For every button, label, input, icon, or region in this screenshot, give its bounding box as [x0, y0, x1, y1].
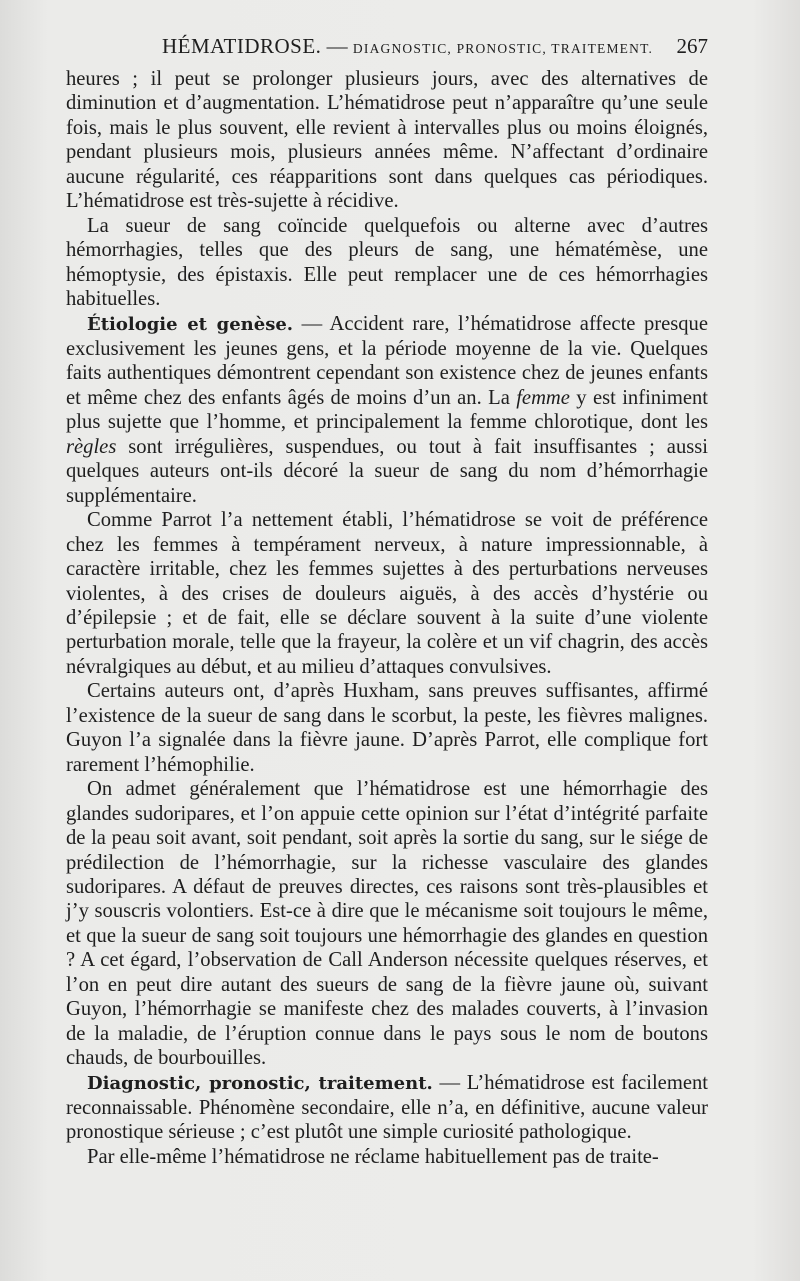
page-number: 267	[676, 34, 708, 58]
header-dash: —	[326, 34, 348, 58]
header-main-title: HÉMATIDROSE.	[162, 34, 322, 58]
paragraph-huxham: Certains auteurs ont, d’après Huxham, sans preuves suffisantes, affirmé l’existence de la sueur de sang dans le scorbut, la peste, les fièvres malignes. Guyon l’a signalée dans la fièvre jaune. D’après Parrot, elle complique fort rarement l’hémophilie.	[66, 680, 708, 776]
paragraph-diagnosis	[66, 1071, 708, 1145]
paragraph-sweat-glands: On admet généralement que l’hématidrose est une hémorrhagie des glandes sudoripares, et l’on appuie cette opinion sur l’état d’intégrité parfaite de la peau soit avant, soit pendant, soit après la sortie du sang, sur le siége de prédilection de l’hémorrhagie, sur la richesse vasculaire des glandes sudoripares. A défaut de preuves directes, ces raisons sont très-plausibles et j’y souscris volontiers. Est-ce à dire que le mécanisme soit toujours le même, et que la sueur de sang soit toujours une hémorrhagie des glandes en question ? A cet égard, l’observation de Call Anderson nécessite quelques réserves, et l’on en peut dire autant des sueurs de sang de la fièvre jaune où, suivant Guyon, l’hémorrhagie se manifeste chez des malades couverts, à l’invasion de la maladie, de l’éruption connue dans le pays sous le nom de boutons chauds, de bourbouilles.	[66, 778, 708, 1070]
section-heading-etiology: Étiologie et genèse.	[87, 313, 294, 335]
section-heading-diagnosis: Diagnostic, pronostic, traitement.	[87, 1072, 433, 1094]
paragraph-etiology	[66, 312, 708, 509]
emphasis-femme: femme	[516, 386, 570, 409]
running-header	[70, 34, 708, 60]
paragraph-text: — Accident rare, l’hématidrose affecte presque exclusivement les jeunes gens, et la période moyenne de la vie. Quelques faits authentiques démontrent cependant son existence chez de jeunes enfants et même chez des enfants âgés de moins d’un an. La	[66, 312, 708, 409]
paragraph-text: sont irrégulières, suspendues, ou tout à fait insuffisantes ; aussi quelques auteurs ont-ils décoré la sueur de sang du nom d’hémorrhagie supplémentaire.	[66, 435, 708, 507]
emphasis-regles: règles	[66, 435, 117, 458]
paragraph-parrot: Comme Parrot l’a nettement établi, l’hématidrose se voit de préférence chez les femmes à tempérament nerveux, à nature impressionnable, à caractère irritable, chez les femmes sujettes à des perturbations nerveuses violentes, à des crises de douleurs aiguës, à des accès d’hystérie ou d’épilepsie ; et de fait, elle se déclare souvent à la suite d’une violente perturbation morale, telle que la frayeur, la colère et un vif chagrin, des accès névralgiques au début, et au milieu d’attaques convulsives.	[66, 509, 708, 678]
paragraph-text: y est infiniment plus sujette que l’homme, et principalement la femme chlorotique, dont les	[66, 386, 708, 434]
running-title	[162, 34, 653, 59]
paragraph-text: — L’hématidrose est facilement reconnaissable. Phénomène secondaire, elle n’a, en définitive, aucune valeur pronostique sérieuse ; c’est plutôt une simple curiosité pathologique.	[66, 1071, 708, 1144]
paragraph-treatment: Par elle-même l’hématidrose ne réclame habituellement pas de traite-	[87, 1145, 659, 1168]
paragraph-associated-hemorrhages: La sueur de sang coïncide quelquefois ou alterne avec d’autres hémorrhagies, telles que des pleurs de sang, une hématémèse, une hémoptysie, des épistaxis. Elle peut remplacer une de ces hémorrhagies habituelles.	[66, 214, 708, 311]
header-sub-title: DIAGNOSTIC, PRONOSTIC, TRAITEMENT.	[352, 41, 654, 56]
body-text	[66, 67, 708, 1169]
paragraph-recurrence: heures ; il peut se prolonger plusieurs jours, avec des alternatives de diminution et d’augmentation. L’hématidrose peut n’apparaître qu’une seule fois, mais le plus souvent, elle revient à intervalles plus ou moins éloignés, pendant plusieurs mois, plusieurs années même. N’affectant d’ordinaire aucune régularité, ces réapparitions sont dans quelques cas périodiques. L’hématidrose est très-sujette à récidive.	[66, 68, 708, 213]
